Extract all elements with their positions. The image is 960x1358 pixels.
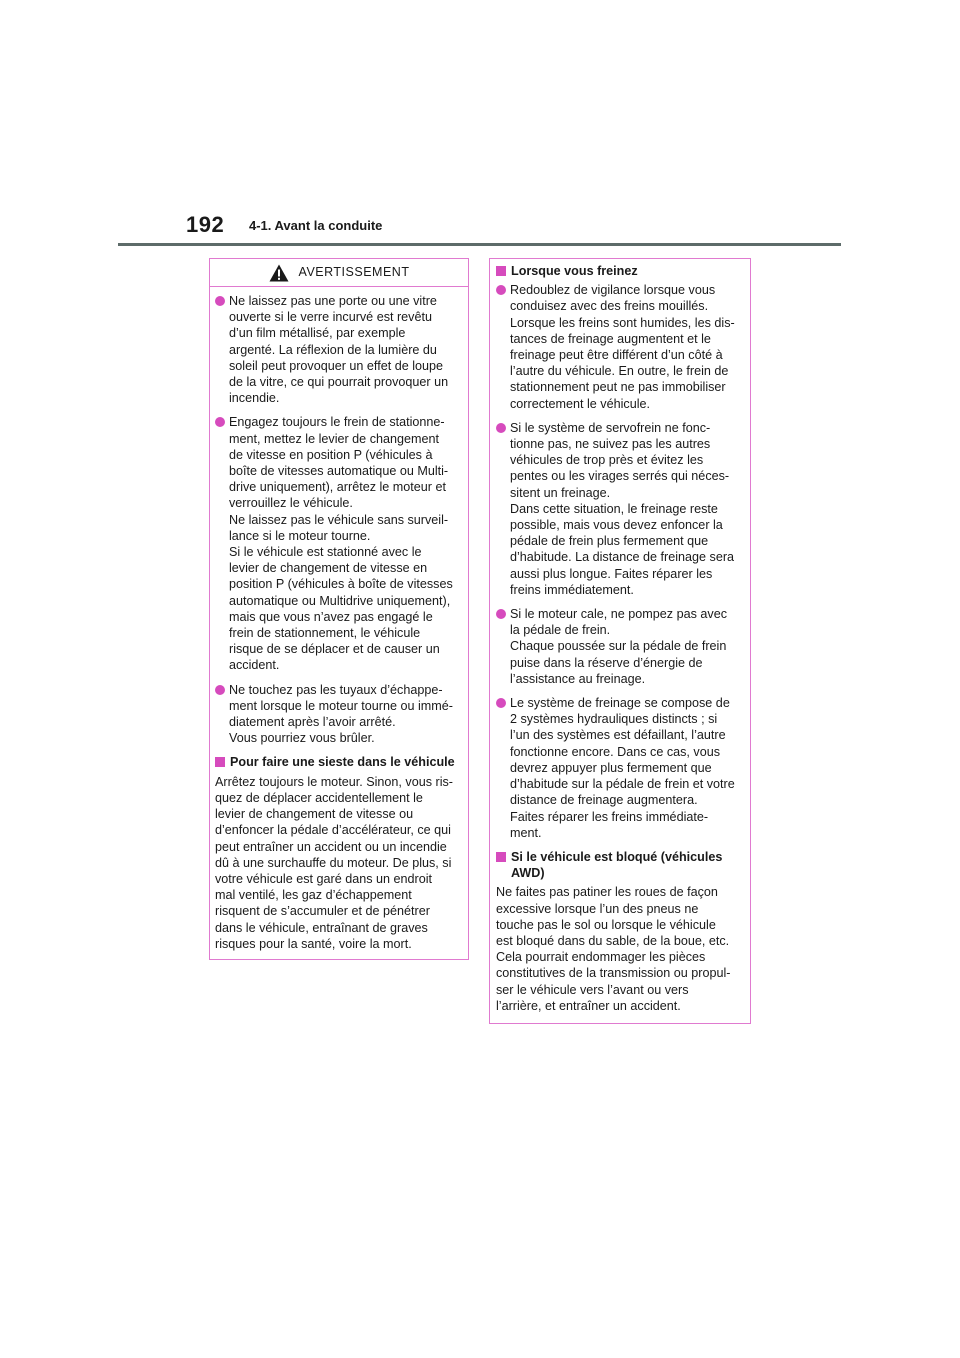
brake-bullet xyxy=(496,695,744,841)
warning-bullet xyxy=(215,293,462,406)
brake-info-content xyxy=(490,259,750,1014)
section-square-icon xyxy=(215,757,225,767)
bullet-dot-icon xyxy=(215,417,225,427)
warning-content xyxy=(210,287,468,952)
bullet-dot-icon xyxy=(215,685,225,695)
warning-box xyxy=(209,258,469,960)
brake-heading xyxy=(496,263,744,279)
warning-bullet xyxy=(215,414,462,673)
bullet-dot-icon xyxy=(215,296,225,306)
stuck-heading-text: Si le véhicule est bloqué (véhicules AWD) xyxy=(511,849,723,881)
nap-heading xyxy=(215,754,462,770)
brake-bullet xyxy=(496,282,744,412)
warning-bullet-text: Ne laissez pas une porte ou une vitre ouverte si le verre incurvé est revêtu d’un film métallisé, par exemple argenté. La réflexion de la lumière du soleil peut provoquer un effet de loupe de la vitre, ce qui pourrait provoquer un incendie. xyxy=(229,294,449,406)
bullet-dot-icon xyxy=(496,285,506,295)
warning-title: AVERTISSEMENT xyxy=(298,265,410,280)
brake-bullet-text: Si le système de servofrein ne fonc- tionne pas, ne suivez pas les autres véhicules de trop près et évitez les pentes ou les virages serrés qui néces- sitent un freinage. Dans cette situation, le freinage reste possible, mais vous devez enfoncer la pédale de frein plus fermement que d’habitude. La distance de freinage sera aussi plus longue. Faites réparer les freins immédiatement. xyxy=(510,420,735,597)
section-title: 4-1. Avant la conduite xyxy=(249,218,383,233)
section-square-icon xyxy=(496,852,506,862)
warning-bullet-text: Ne touchez pas les tuyaux d’échappe- ment lorsque le moteur tourne ou immé- diatement après l’avoir arrêté. Vous pourriez vous brûler. xyxy=(229,682,453,746)
bullet-dot-icon xyxy=(496,423,506,433)
brake-info-box xyxy=(489,258,751,1024)
warning-bullet-text: Engagez toujours le frein de stationne- ment, mettez le levier de changement de vitesse en position P (véhicules à boîte de vitesses automatique ou Multi- drive uniquement), arrêtez le moteur et verrouillez le véhicule. Ne laissez pas le véhicule sans surveil- lance si le moteur tourne. Si le véhicule est stationné avec le levier de changement de vitesse en position P (véhicules à boîte de vitesses automatique ou Multidrive uniquement), mais que vous n’avez pas engagé le frein de stationnement, le véhicule risque de se déplacer et de causer un accident. xyxy=(229,415,453,673)
stuck-paragraph: Ne faites pas patiner les roues de façon excessive lorsque l’un des pneus ne touche pas le sol ou lorsque le véhicule est bloqué dans du sable, de la boue, etc. Cela pourrait endommager les pièces constitutives de la transmission ou propul- ser le véhicule vers l’avant ou vers l’arrière, et entraîner un accident. xyxy=(496,885,731,1013)
warning-header xyxy=(210,259,468,287)
brake-bullet xyxy=(496,420,744,598)
warning-triangle-icon xyxy=(269,264,289,282)
header-rule xyxy=(118,243,841,246)
stuck-heading xyxy=(496,849,744,881)
nap-paragraph: Arrêtez toujours le moteur. Sinon, vous ris- quez de déplacer accidentellement le levier de changement de vitesse ou d’enfoncer la pédale d’accélérateur, ce qui peut entraîner un accident ou un incendie dû à une surchauffe du moteur. De plus, si votre véhicule est garé dans un endroit mal ventilé, les gaz d’échappement risquent de s’accumuler et de pénétrer dans le véhicule, entraînant de graves risques pour la santé, voire la mort. xyxy=(215,774,453,951)
brake-bullet-text: Le système de freinage se compose de 2 systèmes hydrauliques distincts ; si l’un des systèmes est défaillant, l’autre fonctionne encore. Dans ce cas, vous devrez appuyer plus fermement que d’habitude sur la pédale de frein et votre distance de freinage augmentera. Faites réparer les freins immédiate- ment. xyxy=(510,696,735,840)
brake-bullet-text: Si le moteur cale, ne pompez pas avec la pédale de frein. Chaque poussée sur la pédale de frein puise dans la réserve d’énergie de l’assistance au freinage. xyxy=(510,607,728,686)
bullet-dot-icon xyxy=(496,698,506,708)
brake-bullet xyxy=(496,606,744,687)
section-square-icon xyxy=(496,266,506,276)
bullet-dot-icon xyxy=(496,609,506,619)
brake-heading-text: Lorsque vous freinez xyxy=(511,264,638,278)
nap-heading-text: Pour faire une sieste dans le véhicule xyxy=(230,755,455,770)
brake-bullet-text: Redoublez de vigilance lorsque vous conduisez avec des freins mouillés. Lorsque les freins sont humides, les dis- tances de freinage augmentent et le freinage peut être différent d’un côté à l’autre du véhicule. En outre, le frein de stationnement peut ne pas immobiliser correctement le véhicule. xyxy=(510,283,735,411)
page-number: 192 xyxy=(186,212,225,237)
warning-bullet xyxy=(215,682,462,747)
